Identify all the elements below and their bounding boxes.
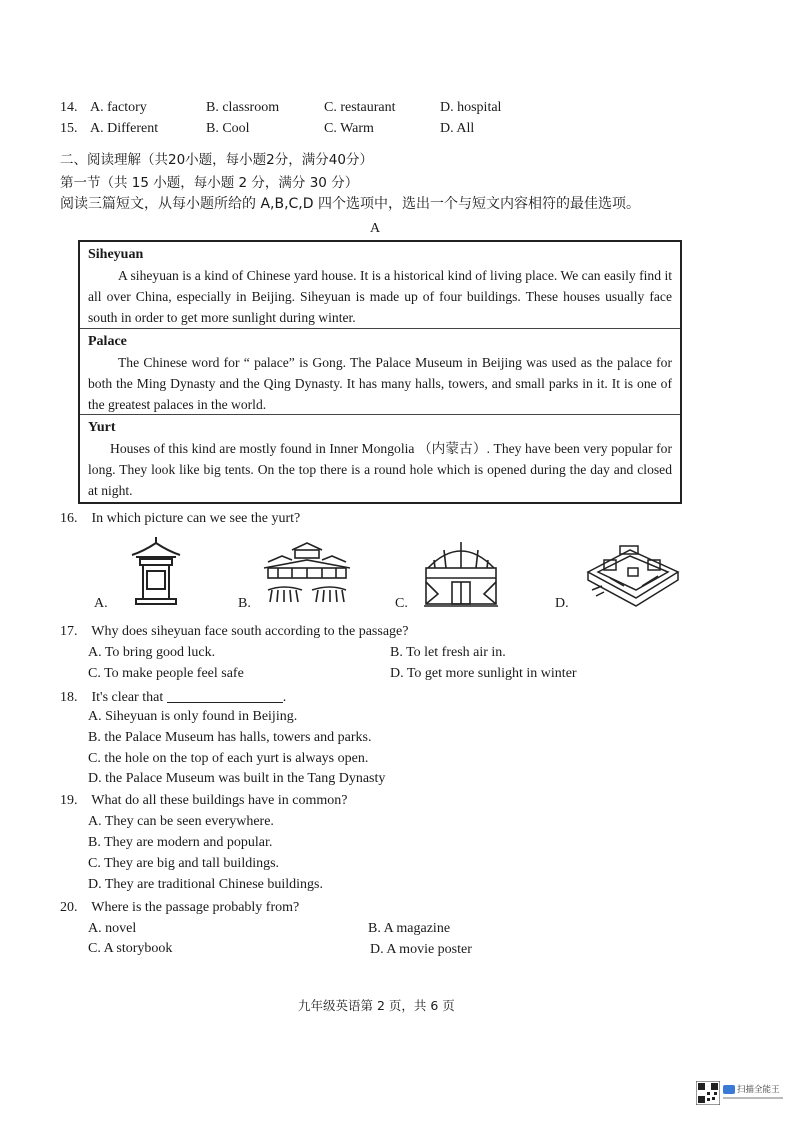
part-title: 第一节（共 15 小题，每小题 2 分，满分 30 分） <box>60 175 359 191</box>
question-text: Where is the passage probably from? <box>91 900 300 915</box>
option-c: C. To make people feel safe <box>88 666 244 681</box>
option-b: B. They are modern and popular. <box>88 835 273 850</box>
question-text: What do all these buildings have in common? <box>91 793 348 808</box>
option-b: B. the Palace Museum has halls, towers and parks. <box>88 730 372 745</box>
question-number: 20. <box>60 900 78 915</box>
section-body-siheyuan: A siheyuan is a kind of Chinese yard house. It is a historical kind of living place. We can easily find it all over China, especially in Beijing. Siheyuan is made up of four buildings. These houses usually face south in order to get more sunlight during winter. <box>88 268 672 325</box>
section-title-palace: Palace <box>88 334 127 349</box>
question-18 <box>60 688 286 706</box>
section-siheyuan <box>80 242 680 328</box>
question-text: Why does siheyuan face south according to the passage? <box>91 624 409 639</box>
instruction: 阅读三篇短文，从每小题所给的 A,B,C,D 四个选项中，选出一个与短文内容相符的最佳选项。 <box>60 196 640 212</box>
question-number: 16. <box>60 511 78 526</box>
picture-label-a: A. <box>94 596 108 611</box>
option-b: B. classroom <box>206 100 280 115</box>
yurt-picture <box>422 538 500 610</box>
option-a: A. They can be seen everywhere. <box>88 814 274 829</box>
question-text: In which picture can we see the yurt? <box>91 511 301 526</box>
question-end: . <box>282 690 287 705</box>
watermark-subline <box>723 1097 783 1099</box>
question-16 <box>60 511 300 527</box>
scanner-watermark <box>696 1081 788 1107</box>
section-palace <box>80 328 680 414</box>
option-d: D. They are traditional Chinese buildings. <box>88 877 323 892</box>
option-d: D. the Palace Museum was built in the Tang Dynasty <box>88 771 386 786</box>
option-c: C. restaurant <box>324 100 396 115</box>
question-number: 17. <box>60 624 78 639</box>
section-body-palace: The Chinese word for “ palace” is Gong. The Palace Museum in Beijing was used as the palace for both the Ming Dynasty and the Qing Dynasty. It has many halls, towers, and small parks in it. It is one of the greatest palaces in the world. <box>88 355 672 412</box>
question-14 <box>60 100 502 116</box>
question-19 <box>60 793 347 809</box>
question-17 <box>60 624 408 640</box>
option-c: C. Warm <box>324 121 374 136</box>
option-c: C. the hole on the top of each yurt is always open. <box>88 751 369 766</box>
option-a: A. novel <box>88 921 137 936</box>
option-d: D. A movie poster <box>370 942 472 957</box>
question-number: 14. <box>60 100 78 115</box>
question-number: 15. <box>60 121 78 136</box>
answer-blank <box>167 688 283 703</box>
watermark-text: 扫描全能王 <box>737 1085 780 1095</box>
option-d: D. All <box>440 121 475 136</box>
question-number: 19. <box>60 793 78 808</box>
section-title: 二、阅读理解（共20小题，每小题2分，满分40分） <box>60 152 373 168</box>
option-c: C. They are big and tall buildings. <box>88 856 280 871</box>
option-a: A. factory <box>90 100 147 115</box>
option-a: A. To bring good luck. <box>88 645 216 660</box>
passage-label: A <box>370 221 381 236</box>
option-b: B. Cool <box>206 121 250 136</box>
picture-label-b: B. <box>238 596 251 611</box>
passage-box <box>78 240 682 504</box>
question-20 <box>60 900 299 916</box>
question-number: 18. <box>60 690 78 705</box>
qr-code-icon <box>696 1081 720 1105</box>
picture-label-d: D. <box>555 596 569 611</box>
option-a: A. Different <box>90 121 159 136</box>
picture-label-c: C. <box>395 596 408 611</box>
question-15 <box>60 121 475 137</box>
section-title-siheyuan: Siheyuan <box>88 247 144 262</box>
palace-picture <box>262 540 352 606</box>
page-footer: 九年级英语第 2 页，共 6 页 <box>298 998 455 1013</box>
option-b: B. A magazine <box>368 921 451 936</box>
option-d: D. hospital <box>440 100 502 115</box>
pavilion-picture <box>128 535 184 607</box>
option-d: D. To get more sunlight in winter <box>390 666 577 681</box>
option-b: B. To let fresh air in. <box>390 645 506 660</box>
camscanner-logo-icon <box>723 1085 735 1094</box>
section-body-yurt: Houses of this kind are mostly found in Inner Mongolia （内蒙古）. They have been very popular for long. They look like big tents. On the top there is a round hole which is opened during the day and closed at night. <box>88 441 672 498</box>
question-text: It's clear that <box>91 690 164 705</box>
option-c: C. A storybook <box>88 941 173 956</box>
section-title-yurt: Yurt <box>88 420 116 435</box>
siheyuan-picture <box>584 542 682 610</box>
section-yurt <box>80 414 680 502</box>
option-a: A. Siheyuan is only found in Beijing. <box>88 709 298 724</box>
